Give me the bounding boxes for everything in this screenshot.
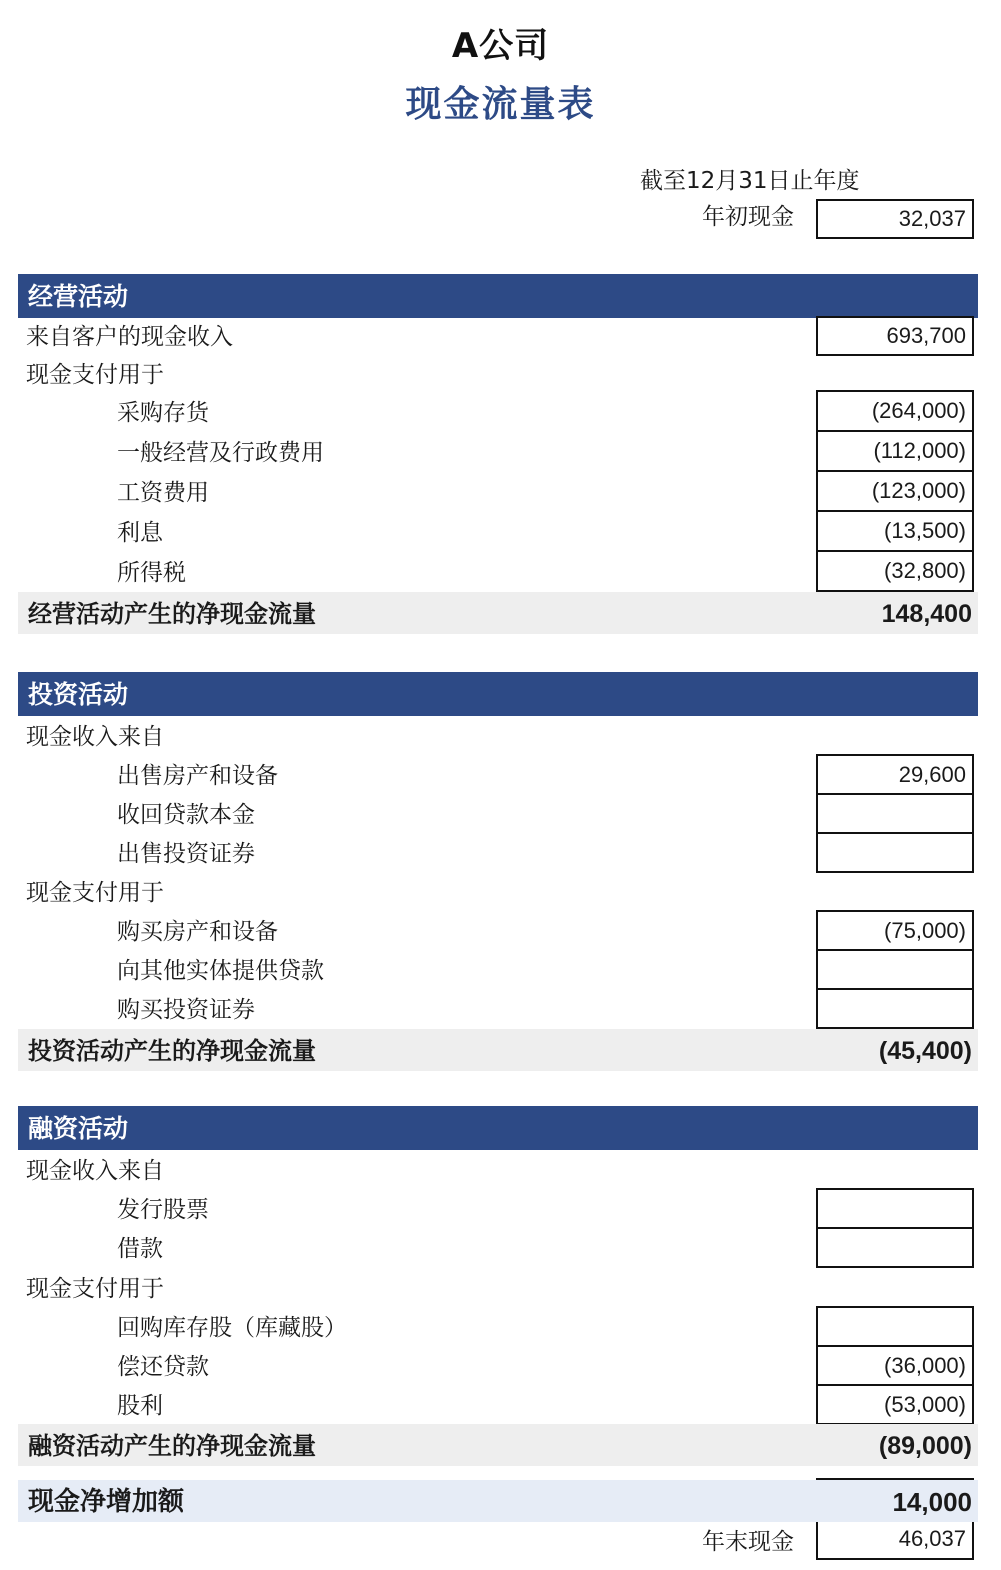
line-item-label: 借款 (117, 1236, 163, 1262)
period-label: 截至12月31日止年度 (640, 168, 860, 194)
line-item-value: (36,000) (816, 1345, 974, 1386)
line-item-value: (123,000) (816, 470, 974, 512)
section-header-investing: 投资活动 (18, 672, 978, 716)
line-item-label: 采购存货 (117, 400, 209, 426)
line-item-value: (32,800) (816, 550, 974, 592)
operating-receipts-label: 来自客户的现金收入 (26, 324, 233, 350)
line-item-label: 发行股票 (117, 1197, 209, 1223)
investing-payments-heading: 现金支付用于 (26, 880, 164, 906)
financing-net-row (18, 1424, 978, 1466)
line-item-label: 股利 (117, 1393, 163, 1419)
line-item-value (816, 1188, 974, 1229)
operating-net-value: 148,400 (881, 600, 972, 628)
line-item-value (816, 949, 974, 990)
line-item-label: 工资费用 (117, 480, 209, 506)
line-item-label: 回购库存股（库藏股） (117, 1315, 347, 1341)
opening-cash-value: 32,037 (816, 199, 974, 239)
line-item-label: 出售房产和设备 (117, 763, 278, 789)
line-item-value (816, 988, 974, 1029)
financing-receipts-heading: 现金收入来自 (26, 1158, 164, 1184)
section-header-financing: 融资活动 (18, 1106, 978, 1150)
line-item-label: 收回贷款本金 (117, 802, 255, 828)
opening-cash-label: 年初现金 (702, 204, 794, 230)
line-item-label: 出售投资证券 (117, 841, 255, 867)
company-name: A公司 (451, 26, 550, 66)
operating-net-row (18, 592, 978, 634)
line-item-label: 所得税 (117, 560, 186, 586)
statement-title: 现金流量表 (405, 84, 596, 125)
investing-net-row (18, 1029, 978, 1071)
investing-net-value: (45,400) (878, 1037, 972, 1065)
investing-receipts-heading: 现金收入来自 (26, 724, 164, 750)
financing-payments-heading: 现金支付用于 (26, 1276, 164, 1302)
line-item-value (816, 1306, 974, 1347)
net-increase-row (18, 1480, 978, 1522)
line-item-value: (75,000) (816, 910, 974, 951)
financing-net-label: 融资活动产生的净现金流量 (28, 1432, 316, 1460)
line-item-label: 购买房产和设备 (117, 919, 278, 945)
line-item-value: (112,000) (816, 430, 974, 472)
investing-net-label: 投资活动产生的净现金流量 (28, 1037, 316, 1065)
line-item-value: (264,000) (816, 390, 974, 432)
closing-cash-label: 年末现金 (702, 1529, 794, 1555)
line-item-label: 购买投资证券 (117, 997, 255, 1023)
line-item-value (816, 793, 974, 834)
net-increase-value: 14,000 (892, 1487, 972, 1517)
operating-receipts-value: 693,700 (816, 316, 974, 356)
line-item-value (816, 832, 974, 873)
line-item-value: 29,600 (816, 754, 974, 795)
line-item-label: 偿还贷款 (117, 1354, 209, 1380)
operating-payments-heading: 现金支付用于 (26, 362, 164, 388)
financing-net-value: (89,000) (878, 1432, 972, 1460)
line-item-label: 利息 (117, 520, 163, 546)
operating-net-label: 经营活动产生的净现金流量 (28, 600, 316, 628)
line-item-label: 向其他实体提供贷款 (117, 958, 324, 984)
net-increase-label: 现金净增加额 (28, 1487, 185, 1517)
line-item-label: 一般经营及行政费用 (117, 440, 324, 466)
line-item-value: (13,500) (816, 510, 974, 552)
closing-cash-value: 46,037 (816, 1522, 974, 1560)
line-item-value: (53,000) (816, 1384, 974, 1425)
section-header-operating: 经营活动 (18, 274, 978, 318)
line-item-value (816, 1227, 974, 1268)
